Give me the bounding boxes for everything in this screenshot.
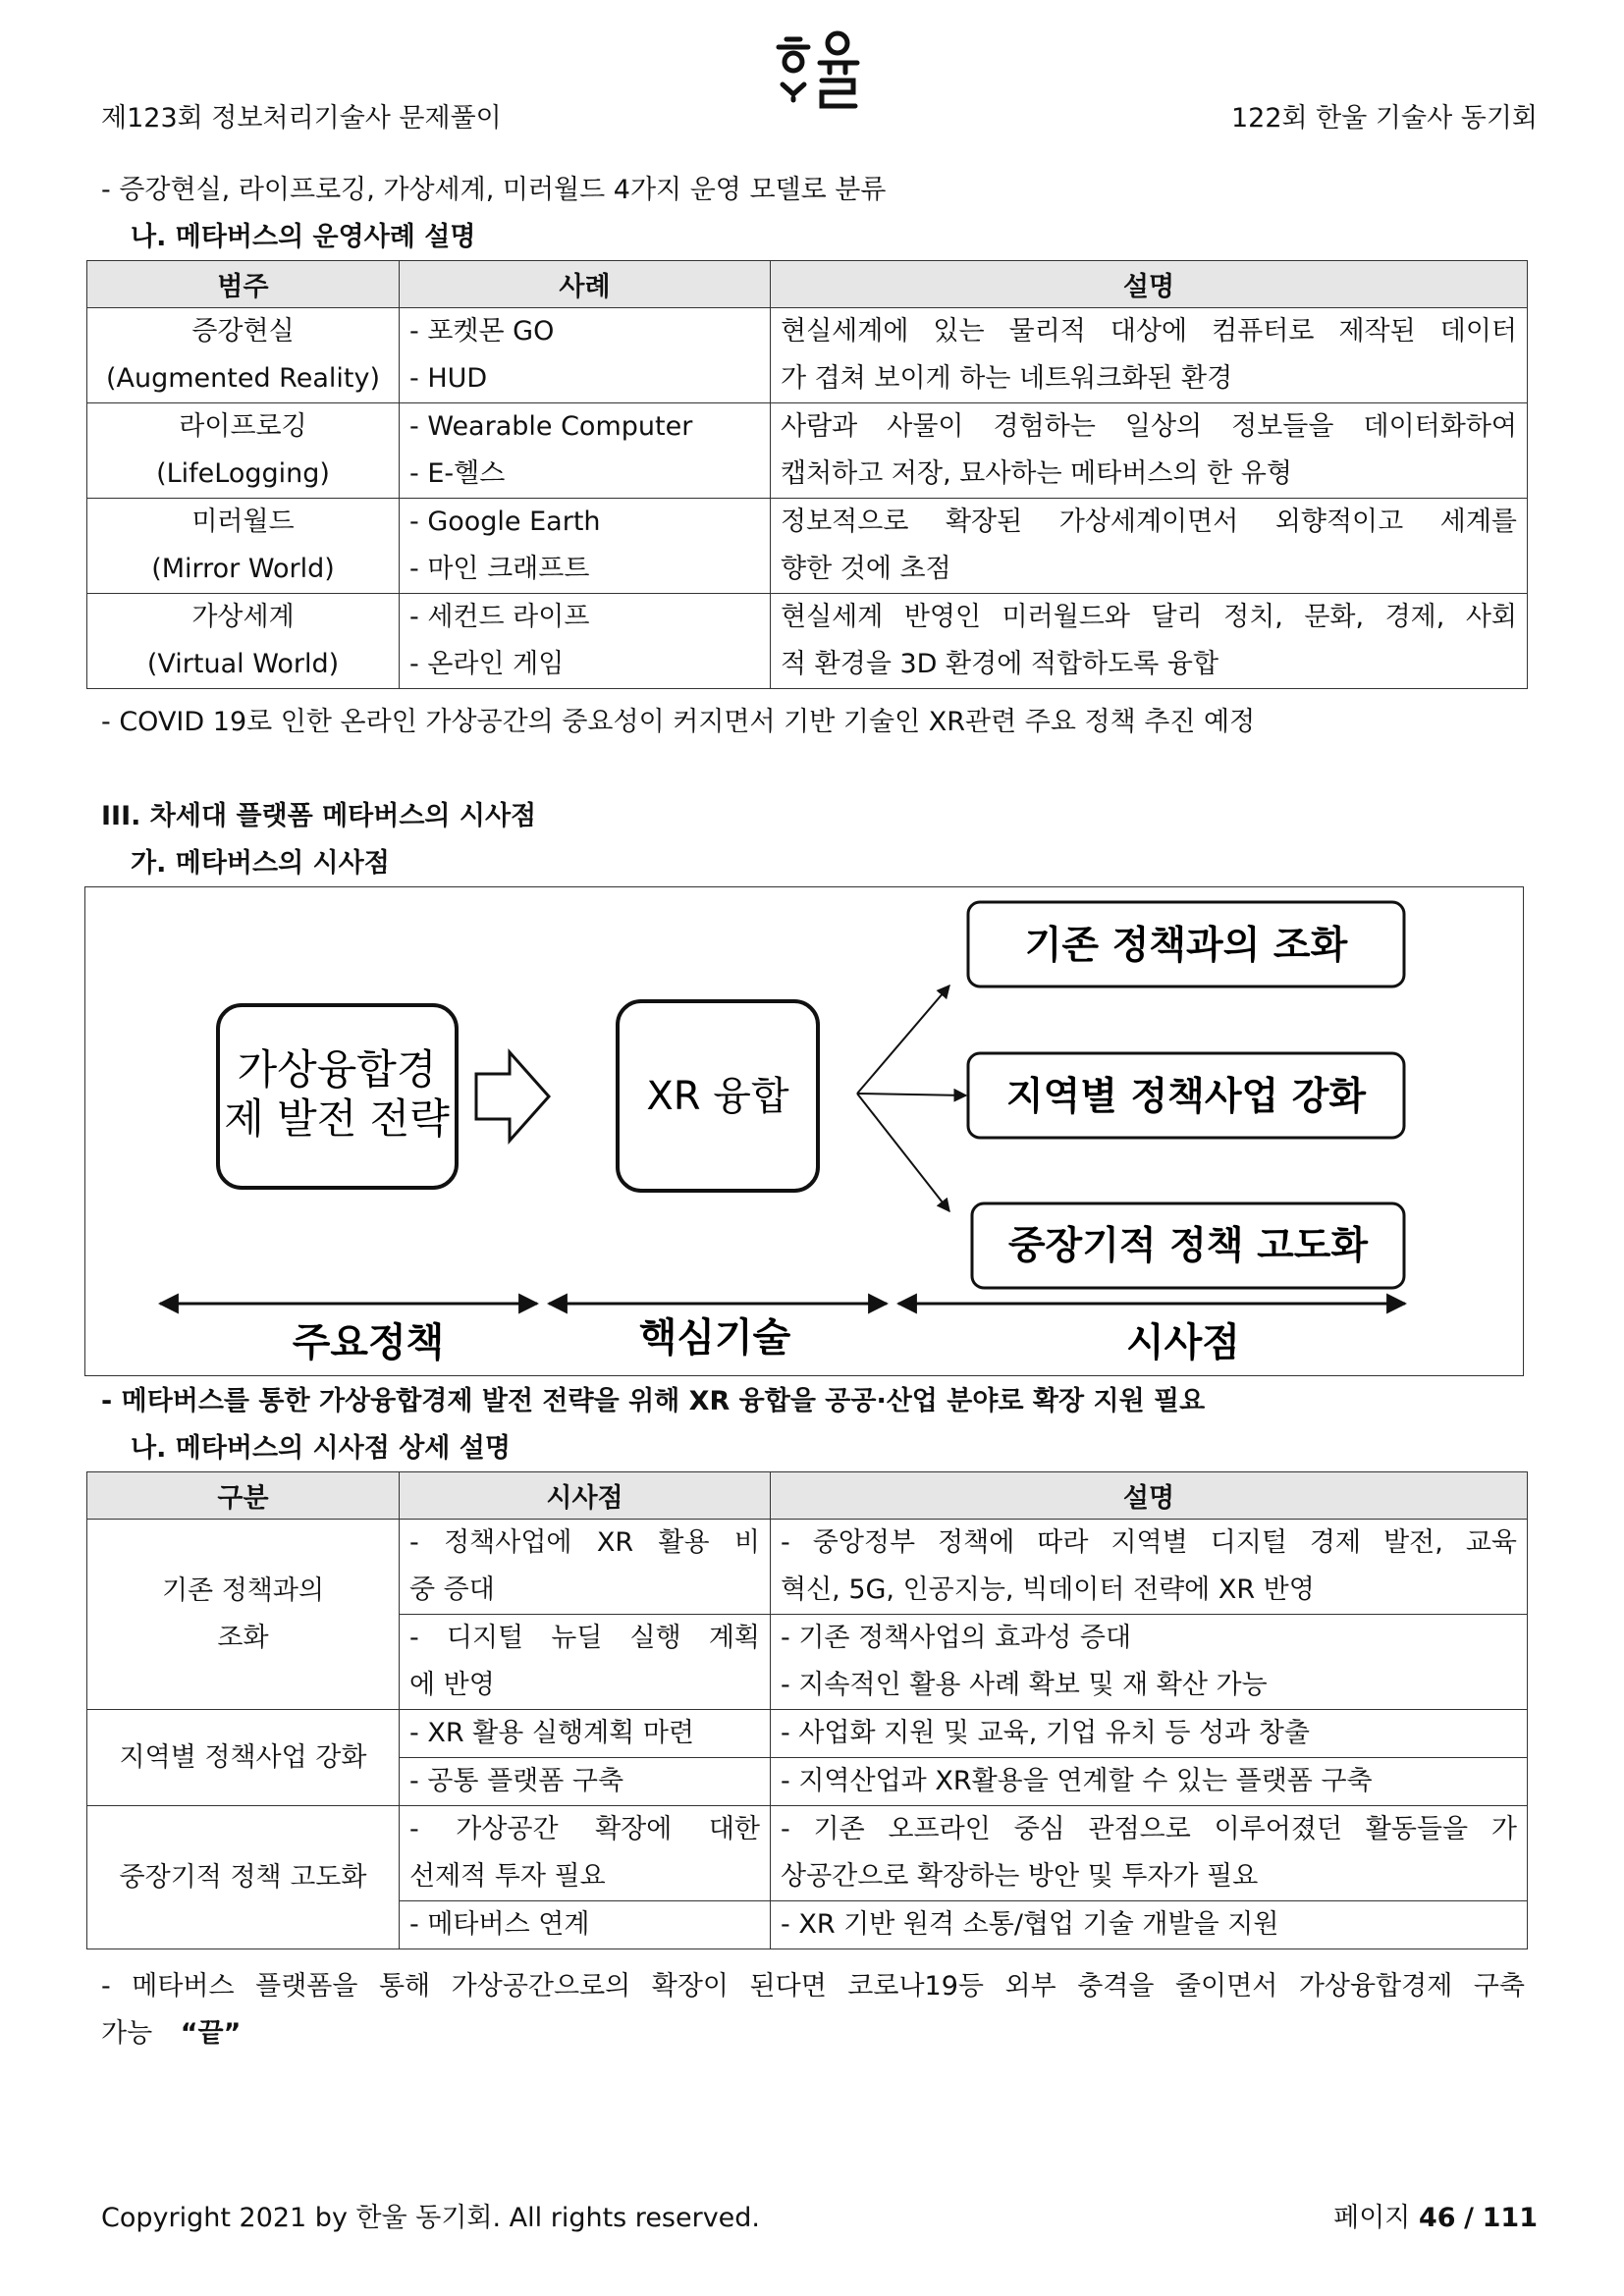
page-total: 111: [1482, 2203, 1538, 2233]
category-cell: 지역별 정책사업 강화: [87, 1710, 400, 1806]
summary-line: - 메타버스를 통한 가상융합경제 발전 전략을 위해 XR 융합을 공공·산업 분야로 확장 지원 필요: [101, 1386, 1206, 1416]
category-cell: 기존 정책과의 조화: [87, 1520, 400, 1710]
category-cell: 라이프로깅 (LifeLogging): [87, 403, 400, 499]
header-right: 122회 한울 기술사 동기회: [1230, 103, 1538, 133]
stage-label: 시사점: [1126, 1320, 1240, 1365]
point-cell: - 메타버스 연계: [400, 1901, 771, 1949]
closing-line-2: [101, 2010, 241, 2057]
cases-cell: - Google Earth - 마인 크래프트: [400, 499, 771, 594]
table-row: [87, 499, 1528, 594]
point-cell: - 공통 플랫폼 구축: [400, 1758, 771, 1806]
cases-cell: - 포켓몬 GO - HUD: [400, 308, 771, 403]
section-na-2: 나. 메타버스의 시사점 상세 설명: [131, 1433, 511, 1464]
section-ga-title: 가. 메타버스의 시사점: [131, 848, 390, 879]
table-header-cell: 사례: [400, 261, 771, 308]
desc-cell: 사람과 사물이 경험하는 일상의 정보들을 데이터화하여 캡처하고 저장, 묘사하는 메타버스의 한 유형: [771, 403, 1528, 499]
desc-cell: - 지역산업과 XR활용을 연계할 수 있는 플랫폼 구축: [771, 1758, 1528, 1806]
desc-cell: - 중앙정부 정책에 따라 지역별 디지털 경제 발전, 교육 혁신, 5G, 인공지능, 빅데이터 전략에 XR 반영: [771, 1520, 1528, 1615]
desc-cell: 현실세계 반영인 미러월드와 달리 정치, 문화, 경제, 사회 적 환경을 3D 환경에 적합하도록 융합: [771, 594, 1528, 689]
footer-copyright: Copyright 2021 by 한울 동기회. All rights reserved.: [101, 2203, 761, 2233]
hanul-logo: [775, 29, 869, 128]
operation-cases-table: [86, 260, 1528, 689]
policy-box-line2: 제 발전 전략: [224, 1095, 450, 1143]
page-current: 46: [1418, 2203, 1456, 2233]
point-cell: - 가상공간 확장에 대한 선제적 투자 필요: [400, 1806, 771, 1901]
section-iii-title: III. 차세대 플랫폼 메타버스의 시사점: [101, 801, 537, 831]
closing-prefix: 가능: [101, 2018, 153, 2049]
desc-cell: 현실세계에 있는 물리적 대상에 컴퓨터로 제작된 데이터 가 겹쳐 보이게 하는 네트워크화된 환경: [771, 308, 1528, 403]
table-header-cell: 구분: [87, 1472, 400, 1520]
category-cell: 중장기적 정책 고도화: [87, 1806, 400, 1949]
closing-line-1: - 메타버스 플랫폼을 통해 가상공간으로의 확장이 된다면 코로나19등 외부 충격을 줄이면서 가상융합경제 구축: [101, 1971, 1525, 2002]
page-separator: /: [1464, 2203, 1475, 2233]
desc-cell: 정보적으로 확장된 가상세계이면서 외향적이고 세계를 향한 것에 초점: [771, 499, 1528, 594]
metaverse-implications-diagram: [84, 886, 1524, 1376]
table-row: [87, 594, 1528, 689]
point-cell: - 디지털 뉴딜 실행 계획 에 반영: [400, 1615, 771, 1710]
hollow-arrow-icon: [476, 1052, 549, 1141]
table-row: [87, 403, 1528, 499]
implication-box-label: 지역별 정책사업 강화: [1005, 1075, 1367, 1119]
table-header-row: [87, 1472, 1528, 1520]
implications-detail-table: [86, 1471, 1528, 1949]
policy-box-line1: 가상융합경: [237, 1045, 437, 1094]
xr-box-label: XR 융합: [646, 1074, 789, 1119]
table-header-cell: 설명: [771, 261, 1528, 308]
desc-cell: - 기존 정책사업의 효과성 증대 - 지속적인 활용 사례 확보 및 재 확산 가능: [771, 1615, 1528, 1710]
desc-cell: - 기존 오프라인 중심 관점으로 이루어졌던 활동들을 가 상공간으로 확장하는 방안 및 투자가 필요: [771, 1806, 1528, 1901]
category-cell: 미러월드 (Mirror World): [87, 499, 400, 594]
table-row: [87, 308, 1528, 403]
covid-line: - COVID 19로 인한 온라인 가상공간의 중요성이 커지면서 기반 기술인 XR관련 주요 정책 추진 예정: [101, 707, 1256, 737]
end-mark: “끝”: [180, 2018, 242, 2049]
header-left: 제123회 정보처리기술사 문제풀이: [101, 103, 502, 133]
table-header-row: [87, 261, 1528, 308]
logo-mark: [775, 29, 869, 128]
table-header-cell: 시사점: [400, 1472, 771, 1520]
table-header-cell: 범주: [87, 261, 400, 308]
page-number: [1333, 2196, 1538, 2234]
implication-box-label: 중장기적 정책 고도화: [1007, 1224, 1369, 1268]
stage-label: 핵심기술: [638, 1315, 791, 1361]
diagram-canvas: [85, 887, 1522, 1374]
desc-cell: - 사업화 지원 및 교육, 기업 유치 등 성과 창출: [771, 1710, 1528, 1758]
cases-cell: - 세컨드 라이프 - 온라인 게임: [400, 594, 771, 689]
category-cell: 가상세계 (Virtual World): [87, 594, 400, 689]
intro-line: - 증강현실, 라이프로깅, 가상세계, 미러월드 4가지 운영 모델로 분류: [101, 175, 887, 205]
section-na-1: 나. 메타버스의 운영사례 설명: [131, 222, 476, 252]
table-row: [87, 1520, 1528, 1615]
point-cell: - 정책사업에 XR 활용 비 중 증대: [400, 1520, 771, 1615]
stage-label: 주요정책: [292, 1320, 445, 1365]
page-label: 페이지: [1333, 2203, 1411, 2233]
implication-box-label: 기존 정책과의 조화: [1024, 924, 1348, 968]
category-cell: 증강현실 (Augmented Reality): [87, 308, 400, 403]
table-row: [87, 1806, 1528, 1901]
desc-cell: - XR 기반 원격 소통/협업 기술 개발을 지원: [771, 1901, 1528, 1949]
point-cell: - XR 활용 실행계획 마련: [400, 1710, 771, 1758]
table-row: [87, 1710, 1528, 1758]
cases-cell: - Wearable Computer - E-헬스: [400, 403, 771, 499]
table-header-cell: 설명: [771, 1472, 1528, 1520]
